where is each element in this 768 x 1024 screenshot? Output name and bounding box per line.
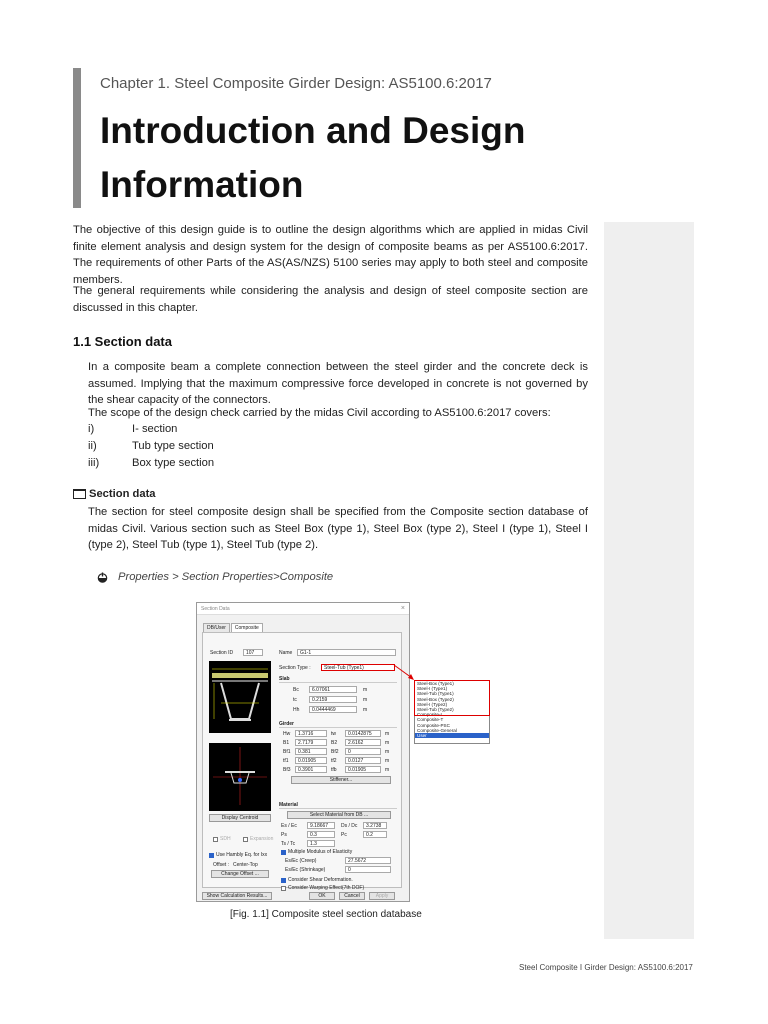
centroid-icon [209,743,271,811]
sdh-radio[interactable] [213,836,231,842]
list-item [88,455,214,472]
use-hambly-label: Use Hambly Eq. for Ixx [216,852,268,858]
name-input[interactable]: G1-1 [297,649,396,656]
consider-warping-label: Consider Warping Effect(7th DOF) [288,885,365,891]
dropdown-item[interactable]: Composite-T [417,717,444,723]
section-type-label: Section Type : [279,665,311,671]
girder-label: Bf3 [283,767,291,773]
section-paragraph-1: In a composite beam a complete connection between the steel girder and the concrete deck is assumed. Implying that the maximum compressive force developed in concrete is not governed by the shear capacity of the connectors. [88,361,588,407]
material-group-label: Material [279,802,298,808]
slab-input[interactable]: 0.2159 [309,696,357,703]
material-divider [279,808,397,809]
girder-label: Bf2 [331,749,339,755]
dialog-tabs [203,623,264,632]
girder-label: tf1 [283,758,289,764]
page-footer: Steel Composite I Girder Design: AS5100.6:2017 [519,963,693,972]
menu-path-text: Properties > Section Properties>Composite [118,571,334,583]
dropdown-item[interactable]: Composite-PSC [417,722,450,728]
close-icon[interactable]: × [400,605,405,612]
intro-paragraph-2: The general requirements while considering the analysis and design of steel composite section are discussed in this chapter. [73,285,588,314]
list-item [88,421,214,438]
dropdown-item[interactable]: Steel-Tub (Type1) [417,691,454,697]
window-icon [73,489,86,499]
girder-input[interactable]: 0.01905 [295,757,327,764]
tub-section-icon [209,661,271,733]
chapter-label: Chapter 1. Steel Composite Girder Design: AS5100.6:2017 [100,75,492,92]
expansion-radio[interactable] [243,836,273,842]
creep-input[interactable]: 27.5672 [345,857,391,864]
section-type-select[interactable]: Steel-Tub (Type1) [321,664,395,671]
select-material-button[interactable]: Select Material from DB ... [287,811,391,819]
show-calculation-button[interactable]: Show Calculation Results... [202,892,272,900]
girder-input[interactable]: 0.0127 [345,757,381,764]
girder-label: B2 [331,740,338,746]
offset-value: Center-Top [233,862,258,868]
girder-label: tfb [331,767,337,773]
unit-label: m [385,758,390,764]
material-label: Pc [341,832,347,838]
creep-label: Es/Ec (Creep) [285,858,317,864]
name-label: Name [279,650,293,656]
consider-warping-checkbox[interactable] [281,885,364,891]
girder-input[interactable]: 0 [345,748,381,755]
stiffener-button[interactable]: Stiffener... [291,776,391,784]
girder-input[interactable]: 0.0142875 [345,730,381,737]
cancel-button[interactable]: Cancel [339,892,365,900]
girder-label: Bf1 [283,749,291,755]
section-paragraph-3: The section for steel composite design shall be specified from the Composite section database of midas Civil. Various section such as Steel Box (type 1), Steel Box (type 2), Steel I (type 1), Steel I (type 2), Steel Tub (type 1), Steel Tub (type 2). [88,506,588,552]
slab-input[interactable]: 0.0444469 [309,706,357,713]
girder-input[interactable]: 0.381 [295,748,327,755]
multiple-modulus-checkbox[interactable] [281,849,352,855]
subheading [73,488,156,500]
material-label: Ps [281,832,287,838]
slab-group-label: Slab [279,676,290,682]
girder-input[interactable]: 2.7179 [295,739,327,746]
girder-input[interactable]: 0.3901 [295,766,327,773]
page-title [100,104,600,212]
tab-composite[interactable]: Composite [231,623,263,632]
unit-label: m [385,731,390,737]
girder-label: tw [331,731,336,737]
slab-label: Hh [293,707,300,713]
tab-db-user[interactable]: DB/User [203,623,230,632]
girder-label: B1 [283,740,290,746]
shrinkage-input[interactable]: 0 [345,866,391,873]
section-type-dropdown [414,680,490,744]
material-label: Ds / Dc [341,823,358,829]
figure-caption: [Fig. 1.1] Composite steel section database [230,909,422,920]
centroid-diagram [209,743,271,811]
unit-label: m [385,740,390,746]
material-input[interactable]: 0.3 [307,831,335,838]
unit-label: m [363,687,368,693]
scope-list [88,421,214,472]
slab-input[interactable]: 6.07061 [309,686,357,693]
dropdown-item[interactable]: Steel-I (Type2) [417,701,448,707]
dialog-content-frame [202,632,402,891]
list-number: iii) [88,457,100,469]
material-input[interactable]: 1.3 [307,840,335,847]
change-offset-button[interactable]: Change Offset ... [211,870,269,878]
section-id-input[interactable]: 107 [243,649,263,656]
unit-label: m [385,749,390,755]
expansion-label: Expansion [250,836,274,842]
girder-input[interactable]: 1.3716 [295,730,327,737]
unit-label: m [385,767,390,773]
girder-input[interactable]: 0.01905 [345,766,381,773]
dropdown-item[interactable]: Composite-General [417,727,457,733]
unit-label: m [363,707,368,713]
dropdown-item[interactable]: Steel-I (Type1) [417,686,448,692]
list-number: ii) [88,440,97,452]
list-text: Box type section [132,457,215,469]
menu-pointer-icon [97,572,108,583]
shrinkage-label: Es/Ec (Shrinkage) [285,867,326,873]
menu-path [97,571,333,583]
sdh-label: SDH [220,836,231,842]
list-item [88,438,214,455]
dropdown-item-selected[interactable]: User [415,733,489,738]
section-id-label: Section ID [210,650,234,656]
consider-shear-label: Consider Shear Deformation. [288,877,353,883]
page-title-line1: Introduction and Design [100,110,526,151]
section-heading: 1.1 Section data [73,334,172,349]
section-paragraph-2: The scope of the design check carried by the midas Civil according to AS5100.6:2017 covers: [88,407,551,419]
dialog-title: Section Data [197,603,409,615]
chapter-accent-bar [73,68,81,208]
material-input[interactable]: 0.2 [363,831,387,838]
unit-label: m [363,697,368,703]
list-text: I- section [132,423,178,435]
offset-label: Offset : [213,862,230,868]
use-hambly-checkbox[interactable] [209,852,267,858]
material-input[interactable]: 9.18667 [307,822,335,829]
girder-label: Hw [283,731,291,737]
material-label: Es / Ec [281,823,297,829]
section-diagram [209,661,271,733]
dropdown-item[interactable]: Steel-Box (Type2) [417,696,454,702]
material-label: Ts / Tc [281,841,296,847]
intro-paragraph-1: The objective of this design guide is to outline the design algorithms which are applied in midas Civil finite element analysis and design system for the design of composite beams as per AS5100.6:2017. The requirements of other Parts of the AS(AS/NZS) 5100 series may apply to both steel and composite members. [73,224,588,286]
slab-label: tc [293,697,297,703]
girder-group-label: Girder [279,721,295,727]
apply-button[interactable]: Apply [369,892,395,900]
section-data-dialog [196,602,410,902]
subheading-text: Section data [89,488,156,500]
dropdown-item[interactable]: Steel-Tub (Type2) [417,706,454,712]
girder-divider [279,727,397,728]
dropdown-item[interactable]: Composite-I [417,712,442,718]
girder-input[interactable]: 2.6162 [345,739,381,746]
dropdown-item[interactable]: Steel-Box (Type1) [417,681,454,686]
side-margin-panel [604,222,694,939]
ok-button[interactable]: OK [309,892,335,900]
list-number: i) [88,423,95,435]
slab-label: Bc [293,687,299,693]
girder-label: tf2 [331,758,337,764]
consider-shear-checkbox[interactable] [281,877,353,883]
page-title-line2: Information [100,164,304,205]
material-input[interactable]: 3.2738 [363,822,387,829]
display-centroid-button[interactable]: Display Centroid [209,814,271,822]
multiple-modulus-label: Multiple Modulus of Elasticity [288,849,353,855]
list-text: Tub type section [132,440,214,452]
